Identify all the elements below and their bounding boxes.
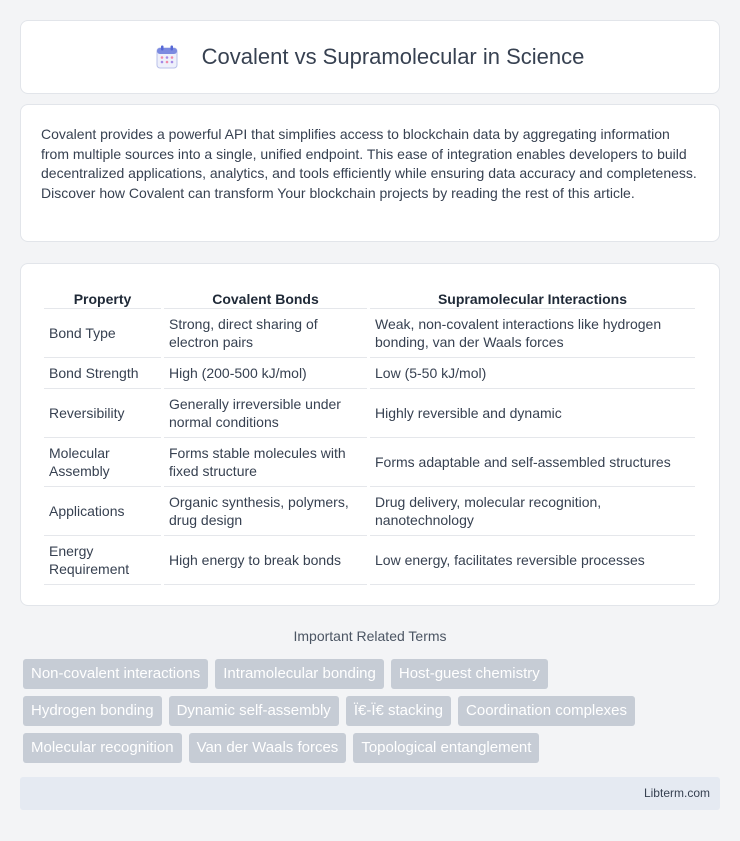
term-row: [23, 733, 723, 763]
term-chip[interactable]: Hydrogen bonding: [23, 696, 162, 726]
table-cell: Forms adaptable and self-assembled structures: [370, 438, 695, 487]
intro-card: [20, 104, 720, 242]
term-chip[interactable]: Molecular recognition: [23, 733, 182, 763]
term-chip[interactable]: Coordination complexes: [458, 696, 635, 726]
table-cell: Drug delivery, molecular recognition, nanotechnology: [370, 487, 695, 536]
column-header-supramolecular: Supramolecular Interactions: [370, 284, 695, 309]
table-cell: Organic synthesis, polymers, drug design: [164, 487, 367, 536]
title-card: [20, 20, 720, 94]
table-row: [44, 438, 695, 487]
table-cell: Highly reversible and dynamic: [370, 389, 695, 438]
table-cell: Generally irreversible under normal conditions: [164, 389, 367, 438]
table-cell: Strong, direct sharing of electron pairs: [164, 309, 367, 358]
table-cell: Reversibility: [44, 389, 161, 438]
table-cell: Bond Strength: [44, 358, 161, 389]
term-chip[interactable]: Van der Waals forces: [189, 733, 347, 763]
term-chip[interactable]: Dynamic self-assembly: [169, 696, 339, 726]
table-cell: Low (5-50 kJ/mol): [370, 358, 695, 389]
table-row: [44, 389, 695, 438]
term-chip[interactable]: Non-covalent interactions: [23, 659, 208, 689]
term-chip[interactable]: Host-guest chemistry: [391, 659, 548, 689]
table-row: [44, 487, 695, 536]
term-row: [23, 696, 723, 726]
footer: [20, 777, 720, 810]
comparison-table: [41, 284, 698, 585]
term-row: [23, 659, 723, 689]
table-cell: Energy Requirement: [44, 536, 161, 585]
related-terms-heading: Important Related Terms: [293, 628, 447, 644]
table-cell: High energy to break bonds: [164, 536, 367, 585]
term-chip[interactable]: Intramolecular bonding: [215, 659, 384, 689]
calendar-icon: [156, 45, 178, 69]
term-chip[interactable]: Topological entanglement: [353, 733, 539, 763]
column-header-property: Property: [44, 284, 161, 309]
column-header-covalent: Covalent Bonds: [164, 284, 367, 309]
table-row: [44, 309, 695, 358]
table-cell: Forms stable molecules with fixed structure: [164, 438, 367, 487]
term-chip[interactable]: Ï€-Ï€ stacking: [346, 696, 451, 726]
related-terms: [23, 659, 723, 770]
table-cell: Applications: [44, 487, 161, 536]
table-header-row: [44, 284, 695, 309]
table-cell: Molecular Assembly: [44, 438, 161, 487]
footer-link[interactable]: Libterm.com: [643, 786, 710, 800]
table-row: [44, 536, 695, 585]
table-cell: Low energy, facilitates reversible processes: [370, 536, 695, 585]
table-cell: High (200-500 kJ/mol): [164, 358, 367, 389]
comparison-card: [20, 263, 720, 606]
intro-paragraph: Covalent provides a powerful API that simplifies access to blockchain data by aggregating information from multiple sources into a single, unified endpoint. This ease of integration enables developers to build decentralized applications, analytics, and tools efficiently while ensuring data accuracy and completeness. Discover how Covalent can transform Your blockchain projects by reading the rest of this article.: [41, 126, 697, 201]
page-title: Covalent vs Supramolecular in Science: [201, 44, 585, 69]
table-row: [44, 358, 695, 389]
table-cell: Weak, non-covalent interactions like hydrogen bonding, van der Waals forces: [370, 309, 695, 358]
table-cell: Bond Type: [44, 309, 161, 358]
